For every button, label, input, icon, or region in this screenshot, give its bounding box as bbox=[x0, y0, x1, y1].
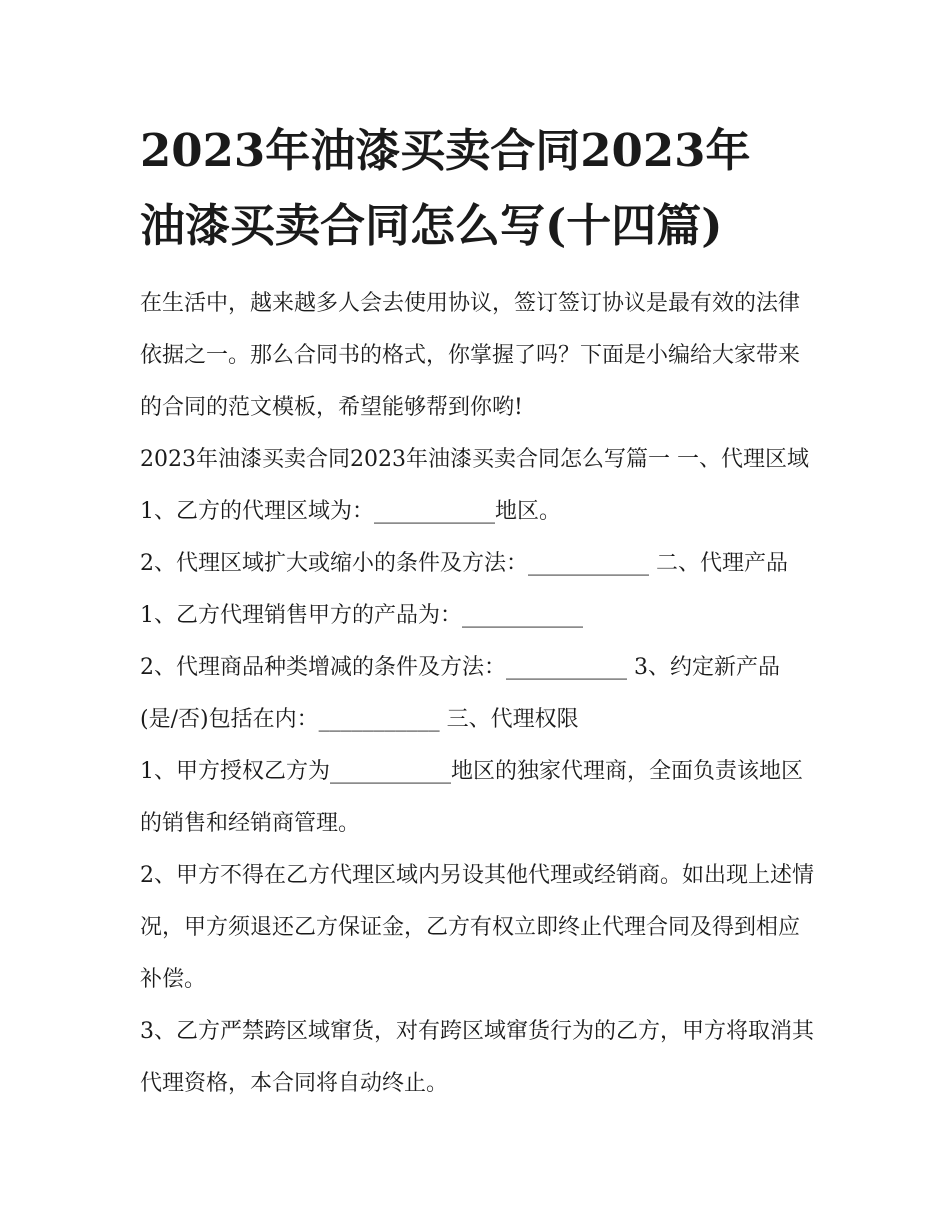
clause-paragraph: 2023年油漆买卖合同2023年油漆买卖合同怎么写篇一 一、代理区域 1、乙方的代理区域为：___________地区。 bbox=[140, 447, 809, 524]
intro-paragraph: 在生活中，越来越多人会去使用协议，签订签订协议是最有效的法律依据之一。那么合同书的格式，你掌握了吗？下面是小编给大家带来的合同的范文模板，希望能够帮到你哟! bbox=[140, 291, 801, 420]
clause-paragraph: 2、代理区域扩大或缩小的条件及方法：___________ 二、代理产品 1、乙方代理销售甲方的产品为：___________ bbox=[140, 551, 788, 628]
document-title bbox=[140, 113, 816, 263]
clause-paragraph: 3、乙方严禁跨区域窜货，对有跨区域窜货行为的乙方，甲方将取消其代理资格，本合同将自动终止。 bbox=[140, 1019, 814, 1096]
title-line-1: 2023年油漆买卖合同2023年 bbox=[140, 124, 751, 177]
clause-paragraph: 2、甲方不得在乙方代理区域内另设其他代理或经销商。如出现上述情况，甲方须退还乙方保证金，乙方有权立即终止代理合同及得到相应补偿。 bbox=[140, 863, 814, 992]
clause-paragraph: 1、甲方授权乙方为___________地区的独家代理商，全面负责该地区的销售和经销商管理。 bbox=[140, 759, 803, 836]
document-page bbox=[140, 113, 816, 1110]
title-line-2: 油漆买卖合同怎么写(十四篇) bbox=[140, 199, 723, 252]
clause-paragraph: 2、代理商品种类增减的条件及方法：___________ 3、约定新产品(是/否)包括在内：___________ 三、代理权限 bbox=[140, 655, 780, 732]
